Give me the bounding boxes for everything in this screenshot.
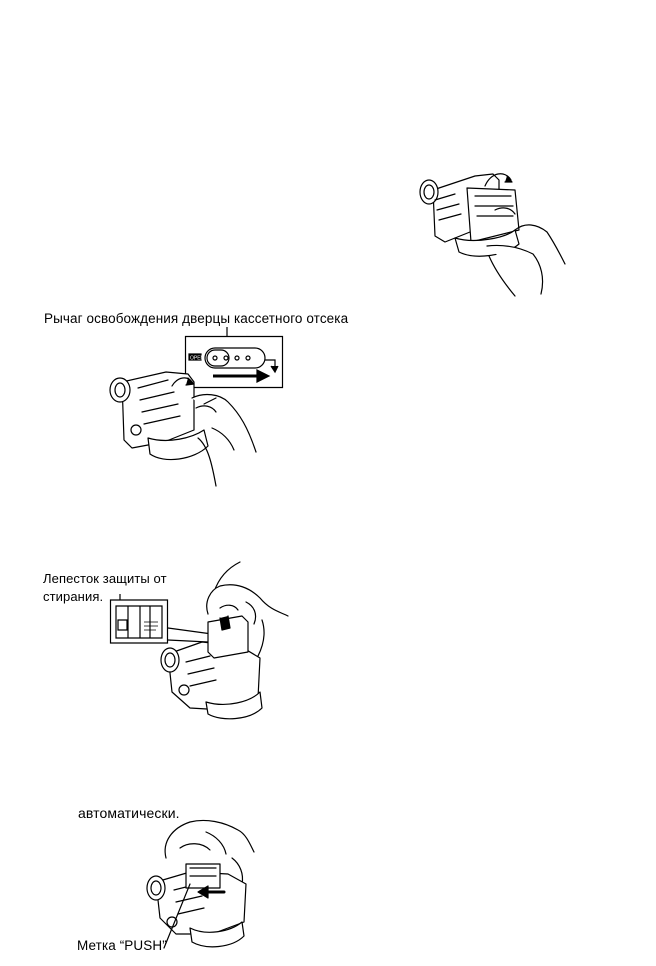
cassette-holder-push-illustration (146, 818, 258, 950)
camcorder-release-lever-illustration (108, 368, 268, 488)
svg-text:OPEN: OPEN (190, 355, 205, 362)
push-mark-label: Метка “PUSH” (77, 938, 167, 953)
camcorder-door-open-illustration (415, 160, 565, 300)
release-lever-label: Рычаг освобождения дверцы кассетного отсека (44, 311, 349, 326)
cassette-insert-illustration (150, 562, 290, 722)
automatic-label: автоматически. (78, 805, 180, 821)
erase-tab-label-line1: Лепесток защиты от (43, 571, 167, 586)
erase-tab-label-line2: стирания. (43, 589, 104, 604)
